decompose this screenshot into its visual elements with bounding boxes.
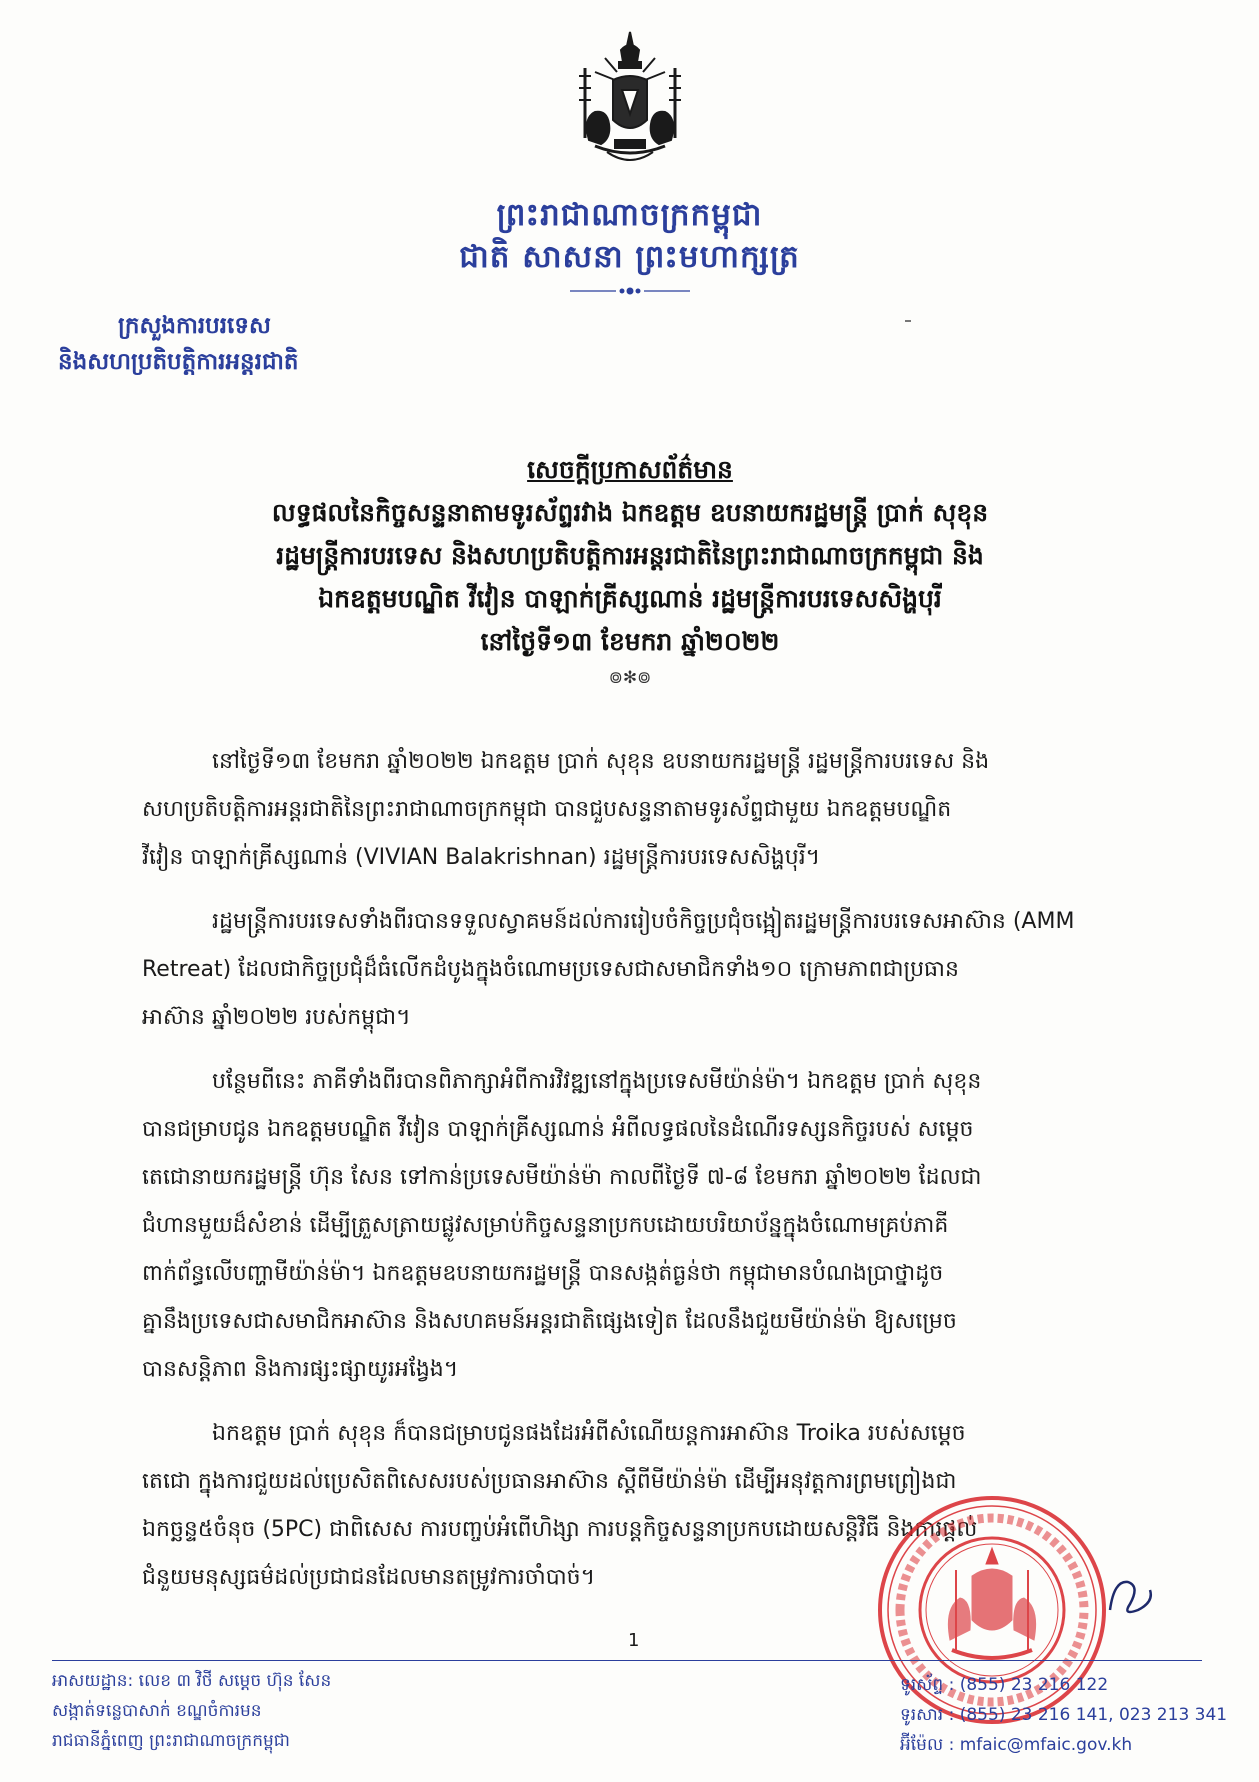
paragraph-line: ជំនួយមនុស្សធម៌ដល់ប្រជាជនដែលមានតម្រូវការចាំបាច់។ — [142, 1565, 596, 1590]
footer-address-line3: រាជធានីភ្នំពេញ ព្រះរាជាណាចក្រកម្ពុជា — [52, 1731, 290, 1751]
paragraph-line: តេជោ ក្នុងការជួយដល់ប្រេសិតពិសេសរបស់ប្រធានអាស៊ាន ស្តីពីមីយ៉ាន់ម៉ា ដើម្បីអនុវត្តការព្រមព្រៀងជា — [142, 1469, 957, 1494]
footer-address-line2: សង្កាត់ទន្លេបាសាក់ ខណ្ឌចំការមន — [52, 1701, 262, 1721]
paragraph-line: ជំហានមួយដ៏សំខាន់ ដើម្បីត្រួសត្រាយផ្លូវសម្រាប់កិច្ចសន្ទនាប្រកបដោយបរិយាប័ន្នក្នុងចំណោមគ្រប់ភាគី — [142, 1213, 949, 1238]
footer-divider — [52, 1660, 1202, 1661]
document-body — [142, 738, 1162, 1618]
paragraph-line: ឯកច្ឆន្ទ៥ចំនុច (5PC) ជាពិសេស ការបញ្ចប់អំពើហិង្សា ការបន្តកិច្ចសន្ទនាប្រកបដោយសន្តិវិធី និងការផ្តល់ — [142, 1517, 978, 1542]
title-ornament: ៙✻៙ — [608, 668, 652, 688]
paragraph-line: អាស៊ាន ឆ្នាំ២០២២ របស់កម្ពុជា។ — [142, 1005, 411, 1030]
paragraph — [142, 898, 1162, 1042]
subtitle-date: នៅថ្ងៃទី១៣ ខែមករា ឆ្នាំ២០២២ — [480, 627, 780, 656]
royal-coat-of-arms-icon — [555, 28, 705, 178]
paragraph-line: បានសន្តិភាព និងការផ្សះផ្សាយូរអង្វែង។ — [142, 1357, 459, 1382]
footer-phone: ទូរស័ព្ទ : (855) 23 216 122 — [900, 1675, 1109, 1695]
paragraph-line: សហប្រតិបត្តិការអន្តរជាតិនៃព្រះរាជាណាចក្រកម្ពុជា បានជួបសន្ទនាតាមទូរស័ព្ទជាមួយ ឯកឧត្តមបណ្ឌិត — [142, 797, 952, 822]
paragraph-line: រដ្ឋមន្ត្រីការបរទេសទាំងពីរបានទទួលស្វាគមន៍ដល់ការរៀបចំកិច្ចប្រជុំចង្អៀតរដ្ឋមន្ត្រីការបរទេសអាស៊ាន (AMM — [212, 909, 1075, 934]
footer-fax: ទូរសារ : (855) 23 216 141, 023 213 341 — [900, 1705, 1228, 1725]
paragraph-line: គ្នានឹងប្រទេសជាសមាជិកអាស៊ាន និងសហគមន៍អន្តរជាតិផ្សេងទៀត ដែលនឹងជួយមីយ៉ាន់ម៉ា ឱ្យសម្រេច — [142, 1309, 957, 1334]
document-title-block — [80, 448, 1180, 693]
paragraph-line: នៅថ្ងៃទី១៣ ខែមករា ឆ្នាំ២០២២ ឯកឧត្តម ប្រាក់ សុខុន ឧបនាយករដ្ឋមន្ត្រី រដ្ឋមន្ត្រីការបរទេស និង — [212, 749, 990, 774]
paragraph-line: វីវៀន បាឡាក់គ្រីស្សណាន់ (VIVIAN Balakrishnan) រដ្ឋមន្ត្រីការបរទេសសិង្ហបុរី។ — [142, 845, 821, 870]
ministry-name-line1: ក្រសួងការបរទេស — [118, 313, 271, 339]
footer-email: អ៊ីម៉ែល : mfaic@mfaic.gov.kh — [900, 1735, 1133, 1755]
national-motto: ជាតិ សាសនា ព្រះមហាក្សត្រ — [459, 239, 800, 275]
paragraph-line: ឯកឧត្តម ប្រាក់ សុខុន ក៏បានជម្រាបជូនផងដែរអំពីសំណើយន្តការអាស៊ាន Troika របស់សម្តេច — [212, 1421, 966, 1446]
paragraph-line: Retreat) ដែលជាកិច្ចប្រជុំដ៏ធំលើកដំបូងក្នុងចំណោមប្រទេសជាសមាជិកទាំង១០ ក្រោមភាពជាប្រធាន — [142, 957, 959, 982]
ornament-divider-icon — [570, 283, 690, 299]
subtitle-line: រដ្ឋមន្ត្រីការបរទេស និងសហប្រតិបត្តិការអន្តរជាតិនៃព្រះរាជាណាចក្រកម្ពុជា និង — [276, 541, 984, 570]
paragraph — [142, 1058, 1162, 1394]
document-title: សេចក្ដីប្រកាសព័ត៌មាន — [527, 455, 733, 484]
signature-mark-icon — [1100, 1570, 1170, 1630]
paragraph-line: ពាក់ព័ន្ធលើបញ្ហាមីយ៉ាន់ម៉ា។ ឯកឧត្តមឧបនាយករដ្ឋមន្ត្រី បានសង្កត់ធ្ងន់ថា កម្ពុជាមានបំណងប្រាថ្នាដូច — [142, 1261, 944, 1286]
subtitle-line: លទ្ធផលនៃកិច្ចសន្ទនាតាមទូរស័ព្ទរវាង ឯកឧត្តម ឧបនាយករដ្ឋមន្ត្រី ប្រាក់ សុខុន — [271, 498, 989, 527]
ministry-name-line2: និងសហប្រតិបត្តិការអន្តរជាតិ — [58, 349, 299, 375]
paragraph-line: បានជម្រាបជូន ឯកឧត្តមបណ្ឌិត វីវៀន បាឡាក់គ្រីស្សណាន់ អំពីលទ្ធផលនៃដំណើរទស្សនកិច្ចរបស់ សម្តេច — [142, 1117, 974, 1142]
page-number: 1 — [628, 1630, 640, 1651]
paragraph — [142, 738, 1162, 882]
footer-address-line1: អាសយដ្ឋាន: លេខ ៣ វិថី សម្តេច ហ៊ុន សែន — [52, 1671, 332, 1691]
subtitle-line: ឯកឧត្តមបណ្ឌិត វីវៀន បាឡាក់គ្រីស្សណាន់ រដ្ឋមន្ត្រីការបរទេសសិង្ហបុរី — [318, 584, 942, 613]
kingdom-name: ព្រះរាជាណាចក្រកម្ពុជា — [496, 197, 763, 233]
paragraph-line: តេជោនាយករដ្ឋមន្ត្រី ហ៊ុន សែន ទៅកាន់ប្រទេសមីយ៉ាន់ម៉ា កាលពីថ្ងៃទី ៧-៨ ខែមករា ឆ្នាំ២០២២ ដែលជា — [142, 1165, 982, 1190]
paragraph-line: បន្ថែមពីនេះ ភាគីទាំងពីរបានពិភាក្សាអំពីការវិវឌ្ឍនៅក្នុងប្រទេសមីយ៉ាន់ម៉ា។ ឯកឧត្តម ប្រាក់ សុខុន — [212, 1069, 982, 1094]
scan-mark — [905, 320, 911, 322]
